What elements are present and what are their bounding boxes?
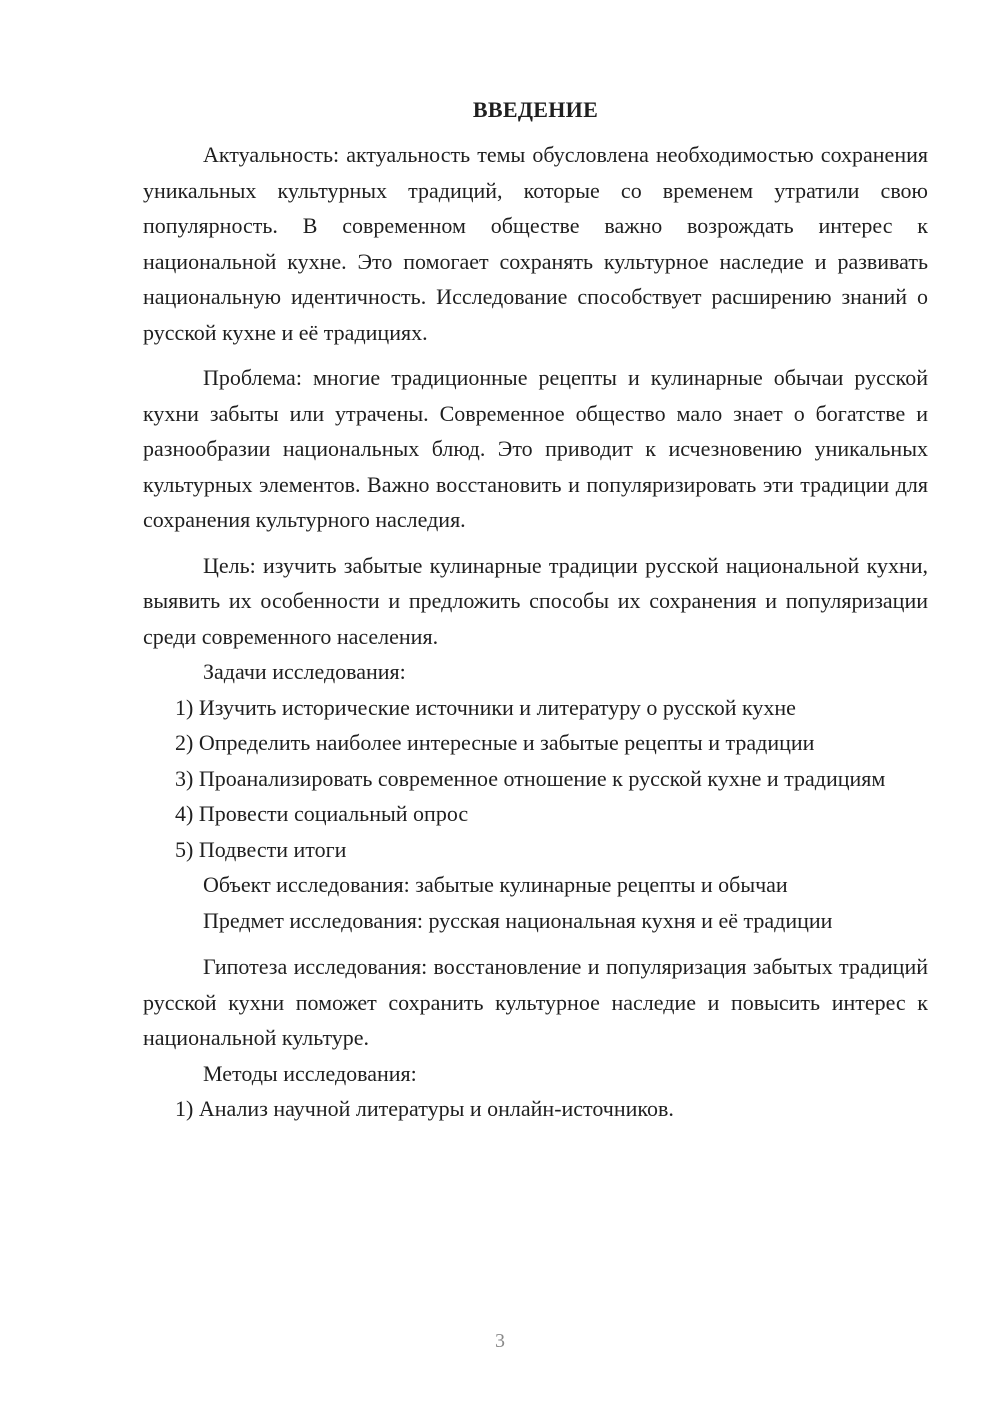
method-item-1: 1) Анализ научной литературы и онлайн-источников.: [175, 1096, 674, 1121]
goal-paragraph: Цель: изучить забытые кулинарные традиции русской национальной кухни, выявить их особенности и предложить способы их сохранения и популяризации среди современного населения.: [143, 552, 928, 649]
object-line: Объект исследования: забытые кулинарные рецепты и обычаи: [203, 872, 788, 897]
task-item-2: 2) Определить наиболее интересные и забытые рецепты и традиции: [175, 730, 815, 755]
page-title: ВВЕДЕНИЕ: [472, 97, 599, 122]
methods-label: Методы исследования:: [203, 1060, 417, 1086]
task-item-4: 4) Провести социальный опрос: [175, 801, 469, 826]
page-number: 3: [495, 1330, 505, 1352]
subject-line: Предмет исследования: русская национальная кухня и её традиции: [203, 907, 833, 933]
tasks-label: Задачи исследования:: [203, 659, 406, 684]
relevance-paragraph: Актуальность: актуальность темы обусловлена необходимостью сохранения уникальных культурных традиций, которые со временем утратили свою популярность. В современном обществе важно возрождать интерес к национальной кухне. Это помогает сохранять культурное наследие и развивать национальную идентичность. Исследование способствует расширению знаний о русской кухне и её традициях.: [143, 142, 928, 345]
task-item-1: 1) Изучить исторические источники и литературу о русской кухне: [175, 694, 796, 720]
task-item-5: 5) Подвести итоги: [175, 836, 347, 862]
task-item-3: 3) Проанализировать современное отношение к русской кухне и традициям: [175, 765, 886, 791]
hypothesis-paragraph: Гипотеза исследования: восстановление и популяризация забытых традиций русской кухни поможет сохранить культурное наследие и повысить интерес к национальной культуре.: [143, 954, 928, 1050]
document-page: [143, 95, 928, 1127]
problem-paragraph: Проблема: многие традиционные рецепты и кулинарные обычаи русской кухни забыты или утрачены. Современное общество мало знает о богатстве и разнообразии национальных блюд. Это приводит к исчезновению уникальных культурных элементов. Важно восстановить и популяризировать эти традиции для сохранения культурного наследия.: [143, 365, 928, 532]
